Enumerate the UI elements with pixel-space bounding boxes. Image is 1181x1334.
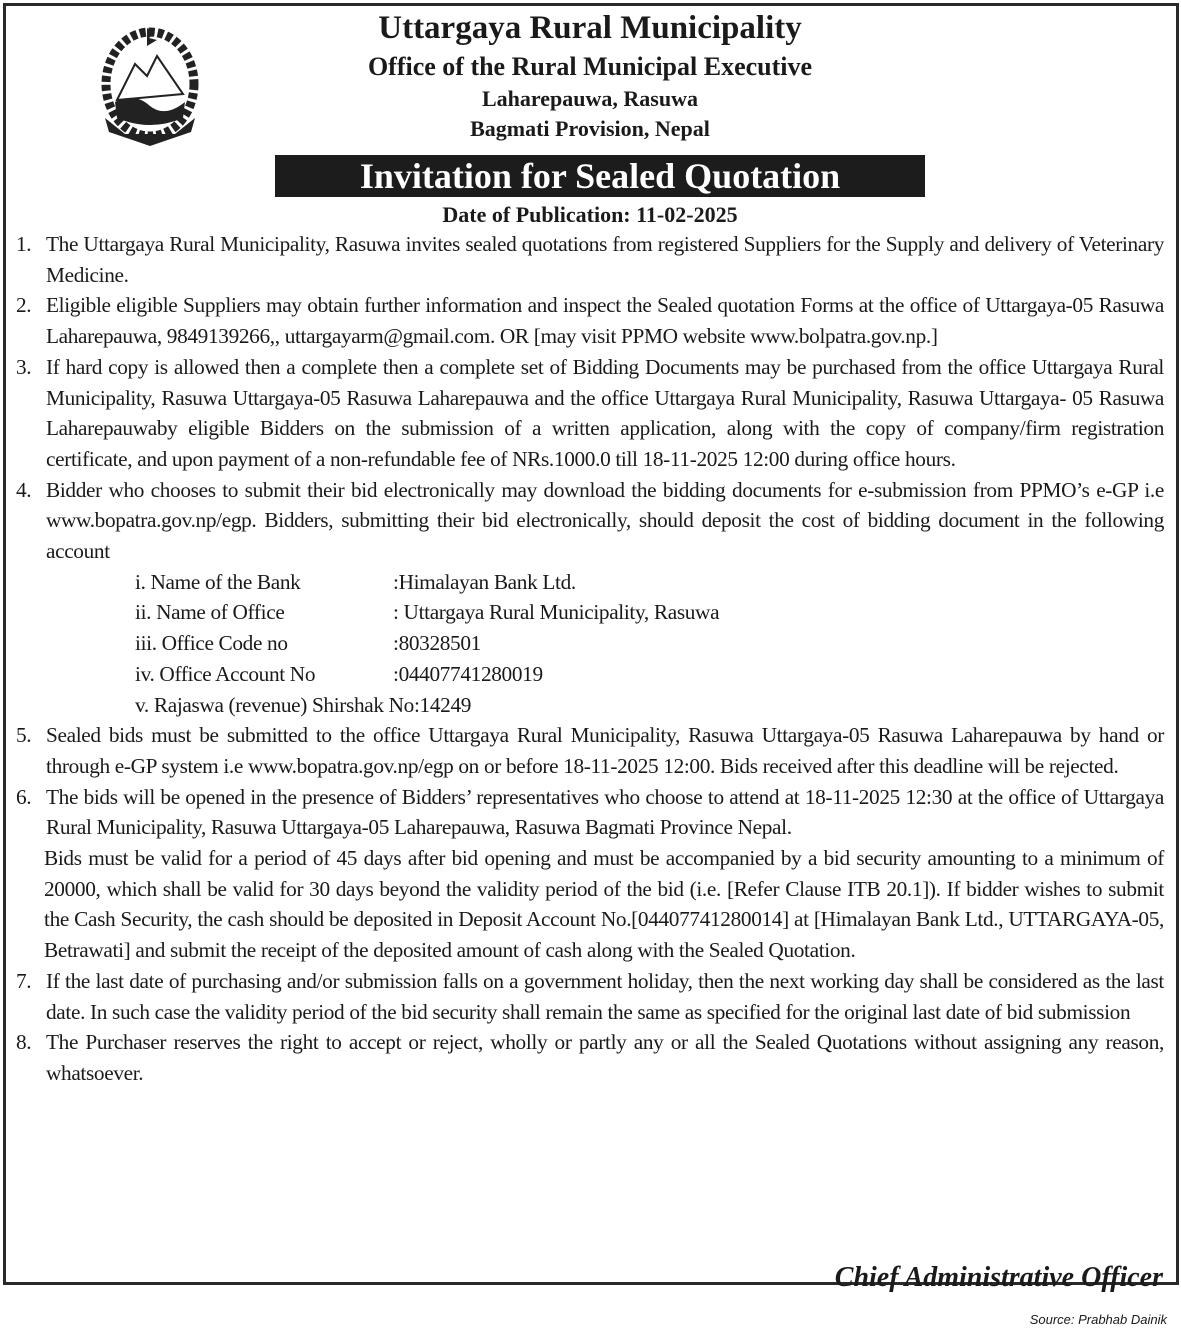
list-item	[16, 352, 1164, 475]
bank-value: : Uttargaya Rural Municipality, Rasuwa	[393, 600, 720, 625]
bank-row	[135, 597, 1164, 628]
publication-date: Date of Publication: 11-02-2025	[442, 202, 738, 227]
bank-label: v. Rajaswa (revenue) Shirshak No:14249	[135, 692, 472, 717]
item-number: 7.	[16, 968, 32, 993]
bank-row	[135, 659, 1164, 690]
list-item	[16, 720, 1164, 781]
list-item	[16, 475, 1164, 567]
bank-row	[135, 567, 1164, 598]
list-item	[16, 1027, 1164, 1088]
signatory: Chief Administrative Officer	[834, 1262, 1163, 1293]
office-province: Bagmati Provision, Nepal	[470, 116, 710, 141]
list-item	[16, 782, 1164, 843]
bank-label: ii. Name of Office	[135, 600, 285, 625]
list-item	[16, 290, 1164, 351]
item-text: If hard copy is allowed then a complete then a complete set of Bidding Documents may be purchased from the office Uttargaya Rural Municipality, Rasuwa Uttargaya-05 Rasuwa Laharepauwa and the office Uttargaya Rural Municipality, Rasuwa Uttargaya- 05 Rasuwa Laharepauwaby eligible Bidders on the submission of a written application, along with the copy of company/firm registration certificate, and upon payment of a non-refundable fee of NRs.1000.0 till 18-11-2025 12:00 during office hours.	[46, 354, 1164, 471]
item-text: Eligible eligible Suppliers may obtain further information and inspect the Sealed quotation Forms at the office of Uttargaya-05 Rasuwa Laharepauwa, 9849139266,, uttargayarm@gmail.com. OR [may visit PPMO website www.bolpatra.gov.np.]	[46, 293, 1164, 349]
item-number: 6.	[16, 784, 32, 809]
bank-value: :80328501	[393, 631, 481, 656]
bank-label: i. Name of the Bank	[135, 569, 301, 594]
bank-value: :04407741280019	[393, 661, 543, 686]
source-credit: Source: Prabhab Dainik	[1029, 1312, 1167, 1327]
bank-label: iv. Office Account No	[135, 661, 316, 686]
item-text: The Purchaser reserves the right to accept or reject, wholly or partly any or all the Sealed Quotations without assigning any reason, whatsoever.	[46, 1030, 1164, 1085]
item-text: Sealed bids must be submitted to the office Uttargaya Rural Municipality, Rasuwa Uttargaya-05 Rasuwa Laharepauwa by hand or through e-GP system i.e www.bopatra.gov.np/egp on or before 18-11-2025 12:00. Bids received after this deadline will be rejected.	[46, 723, 1164, 778]
item-number: 5.	[16, 723, 32, 748]
bank-label: iii. Office Code no	[135, 631, 288, 656]
item-number: 4.	[16, 477, 32, 502]
item-number: 8.	[16, 1030, 32, 1055]
office-location: Laharepauwa, Rasuwa	[482, 86, 698, 111]
item-number: 1.	[16, 232, 32, 256]
bank-row	[135, 628, 1164, 659]
list-item	[16, 229, 1164, 290]
item-number: 2.	[16, 293, 32, 318]
notice-title: Invitation for Sealed Quotation	[275, 155, 925, 197]
notice-body	[16, 229, 1164, 1089]
item-text: The bids will be opened in the presence of Bidders’ representatives who choose to attend at 18-11-2025 12:30 at the office of Uttargaya Rural Municipality, Rasuwa Uttargaya-05 Laharepauwa, Rasuwa Bagmati Province Nepal.	[46, 784, 1164, 840]
office-name: Office of the Rural Municipal Executive	[367, 52, 813, 81]
item-text: The Uttargaya Rural Municipality, Rasuwa invites sealed quotations from registered Suppliers for the Supply and delivery of Veterinary Medicine.	[46, 232, 1164, 287]
bank-row	[135, 690, 1164, 721]
bank-details	[16, 567, 1164, 721]
item-text: If the last date of purchasing and/or submission falls on a government holiday, then the next working day shall be considered as the last date. In such case the validity period of the bid security shall remain the same as specified for the original last date of bid submission	[46, 968, 1164, 1024]
item-number: 3.	[16, 354, 32, 379]
list-item	[16, 966, 1164, 1027]
item-text: Bidder who chooses to submit their bid electronically may download the bidding documents for e-submission from PPMO’s e-GP i.e www.bopatra.gov.np/egp. Bidders, submitting their bid electronically, should deposit the cost of bidding document in the following account	[46, 477, 1164, 564]
org-name: Uttargaya Rural Municipality	[378, 10, 802, 46]
bid-security-paragraph: Bids must be valid for a period of 45 days after bid opening and must be accompanied by a bid security amounting to a minimum of 20000, which shall be valid for 30 days beyond the validity period of the bid (i.e. [Refer Clause ITB 20.1]). If bidder wishes to submit the Cash Security, the cash should be deposited in Deposit Account No.[04407741280014] at [Himalayan Bank Ltd., UTTARGAYA-05, Betrawati] and submit the receipt of the deposited amount of cash along with the Sealed Quotation.	[44, 846, 1164, 963]
bank-value: :Himalayan Bank Ltd.	[393, 569, 576, 594]
